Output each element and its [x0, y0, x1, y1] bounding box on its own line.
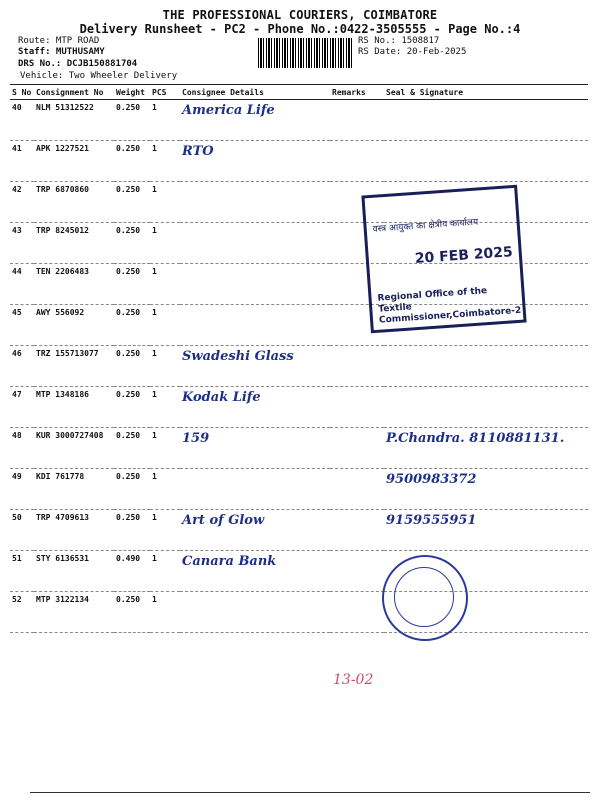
row-weight: 0.250 — [114, 223, 150, 264]
table-row — [10, 510, 588, 551]
row-consignee: 159 — [180, 428, 330, 469]
row-consignment-no: STY 6136531 — [34, 551, 114, 592]
table-row — [10, 141, 588, 182]
row-sno: 51 — [10, 551, 34, 592]
office-stamp — [361, 185, 526, 334]
row-signature — [384, 387, 588, 428]
drs-number: DRS No.: DCJB150881704 — [18, 59, 138, 69]
row-consignee — [180, 264, 330, 305]
row-consignee: Canara Bank — [180, 551, 330, 592]
row-remarks — [330, 592, 384, 633]
row-consignee — [180, 182, 330, 223]
barcode-image — [258, 38, 352, 68]
table-row — [10, 469, 588, 510]
row-weight: 0.250 — [114, 141, 150, 182]
row-consignment-no: TRZ 155713077 — [34, 346, 114, 387]
row-consignment-no: MTP 3122134 — [34, 592, 114, 633]
bank-seal-icon — [382, 555, 468, 641]
row-signature — [384, 141, 588, 182]
row-consignee — [180, 223, 330, 264]
row-sno: 41 — [10, 141, 34, 182]
row-consignee — [180, 305, 330, 346]
row-remarks — [330, 469, 384, 510]
row-remarks — [330, 100, 384, 141]
row-weight: 0.250 — [114, 592, 150, 633]
row-consignment-no: KDI 761778 — [34, 469, 114, 510]
row-weight: 0.250 — [114, 387, 150, 428]
runsheet-table — [10, 84, 588, 633]
row-sno: 46 — [10, 346, 34, 387]
row-sno: 49 — [10, 469, 34, 510]
row-consignment-no: TRP 6870860 — [34, 182, 114, 223]
row-weight: 0.250 — [114, 469, 150, 510]
col-remarks-header: Remarks — [330, 85, 384, 100]
row-pcs: 1 — [150, 551, 180, 592]
row-sno: 44 — [10, 264, 34, 305]
table-row — [10, 428, 588, 469]
row-remarks — [330, 428, 384, 469]
col-consignee-header: Consignee Details — [180, 85, 330, 100]
row-signature — [384, 346, 588, 387]
row-consignment-no: TRP 8245012 — [34, 223, 114, 264]
row-weight: 0.250 — [114, 305, 150, 346]
row-remarks — [330, 510, 384, 551]
stamp-date: 20 FEB 2025 — [414, 244, 514, 268]
row-remarks — [330, 346, 384, 387]
row-pcs: 1 — [150, 223, 180, 264]
row-sno: 42 — [10, 182, 34, 223]
row-sno: 43 — [10, 223, 34, 264]
row-pcs: 1 — [150, 305, 180, 346]
row-consignment-no: KUR 3000727408 — [34, 428, 114, 469]
col-sno-header: S No — [10, 85, 34, 100]
row-consignee: America Life — [180, 100, 330, 141]
handwritten-note: 13-02 — [333, 672, 374, 688]
col-pcs-header: PCS — [150, 85, 180, 100]
row-pcs: 1 — [150, 469, 180, 510]
row-weight: 0.250 — [114, 182, 150, 223]
row-pcs: 1 — [150, 387, 180, 428]
row-consignment-no: TEN 2206483 — [34, 264, 114, 305]
row-consignee — [180, 592, 330, 633]
row-sno: 47 — [10, 387, 34, 428]
table-header-row — [10, 85, 588, 100]
stamp-office-name: Regional Office of the Textile Commissioner,Coimbatore-2 — [377, 286, 522, 326]
report-title: THE PROFESSIONAL COURIERS, COIMBATORE — [162, 8, 438, 22]
bank-seal-inner-ring — [394, 567, 454, 627]
row-consignee: RTO — [180, 141, 330, 182]
row-consignee: Kodak Life — [180, 387, 330, 428]
row-pcs: 1 — [150, 141, 180, 182]
table-row — [10, 100, 588, 141]
row-sno: 48 — [10, 428, 34, 469]
table-row — [10, 592, 588, 633]
row-consignment-no: NLM 51312522 — [34, 100, 114, 141]
row-pcs: 1 — [150, 264, 180, 305]
row-pcs: 1 — [150, 182, 180, 223]
row-consignment-no: MTP 1348186 — [34, 387, 114, 428]
row-remarks — [330, 387, 384, 428]
vehicle-text: Vehicle: Two Wheeler Delivery — [20, 71, 178, 81]
col-consignment-header: Consignment No — [34, 85, 114, 100]
row-remarks — [330, 141, 384, 182]
row-signature: 9500983372 — [384, 469, 588, 510]
report-subtitle: Delivery Runsheet - PC2 - Phone No.:0422-3505555 - Page No.:4 — [79, 22, 521, 36]
row-weight: 0.250 — [114, 428, 150, 469]
row-weight: 0.250 — [114, 346, 150, 387]
row-signature — [384, 100, 588, 141]
row-remarks — [330, 551, 384, 592]
row-sno: 40 — [10, 100, 34, 141]
row-consignment-no: APK 1227521 — [34, 141, 114, 182]
row-pcs: 1 — [150, 428, 180, 469]
row-pcs: 1 — [150, 346, 180, 387]
table-row — [10, 387, 588, 428]
col-weight-header: Weight — [114, 85, 150, 100]
rs-date: RS Date: 20-Feb-2025 — [358, 47, 467, 57]
table-row — [10, 346, 588, 387]
row-consignee: Swadeshi Glass — [180, 346, 330, 387]
rs-number: RS No.: 1508817 — [358, 36, 440, 46]
row-weight: 0.490 — [114, 551, 150, 592]
page-bottom-divider — [30, 792, 590, 793]
row-weight: 0.250 — [114, 100, 150, 141]
row-pcs: 1 — [150, 100, 180, 141]
table-body — [10, 100, 588, 633]
table-row — [10, 551, 588, 592]
staff-text: Staff: MUTHUSAMY — [18, 47, 105, 57]
row-pcs: 1 — [150, 592, 180, 633]
row-weight: 0.250 — [114, 510, 150, 551]
row-weight: 0.250 — [114, 264, 150, 305]
col-seal-header: Seal & Signature — [384, 85, 588, 100]
row-consignee — [180, 469, 330, 510]
row-consignee: Art of Glow — [180, 510, 330, 551]
row-signature: 9159555951 — [384, 510, 588, 551]
route-text: Route: MTP ROAD — [18, 36, 100, 46]
row-consignment-no: TRP 4709613 — [34, 510, 114, 551]
row-sno: 52 — [10, 592, 34, 633]
row-consignment-no: AWY 556092 — [34, 305, 114, 346]
stamp-hindi-text: वस्त्र आयुक्त का क्षेत्रीय कार्यालय — [372, 217, 479, 235]
row-signature: P.Chandra. 8110881131. — [384, 428, 588, 469]
row-sno: 45 — [10, 305, 34, 346]
row-pcs: 1 — [150, 510, 180, 551]
row-sno: 50 — [10, 510, 34, 551]
